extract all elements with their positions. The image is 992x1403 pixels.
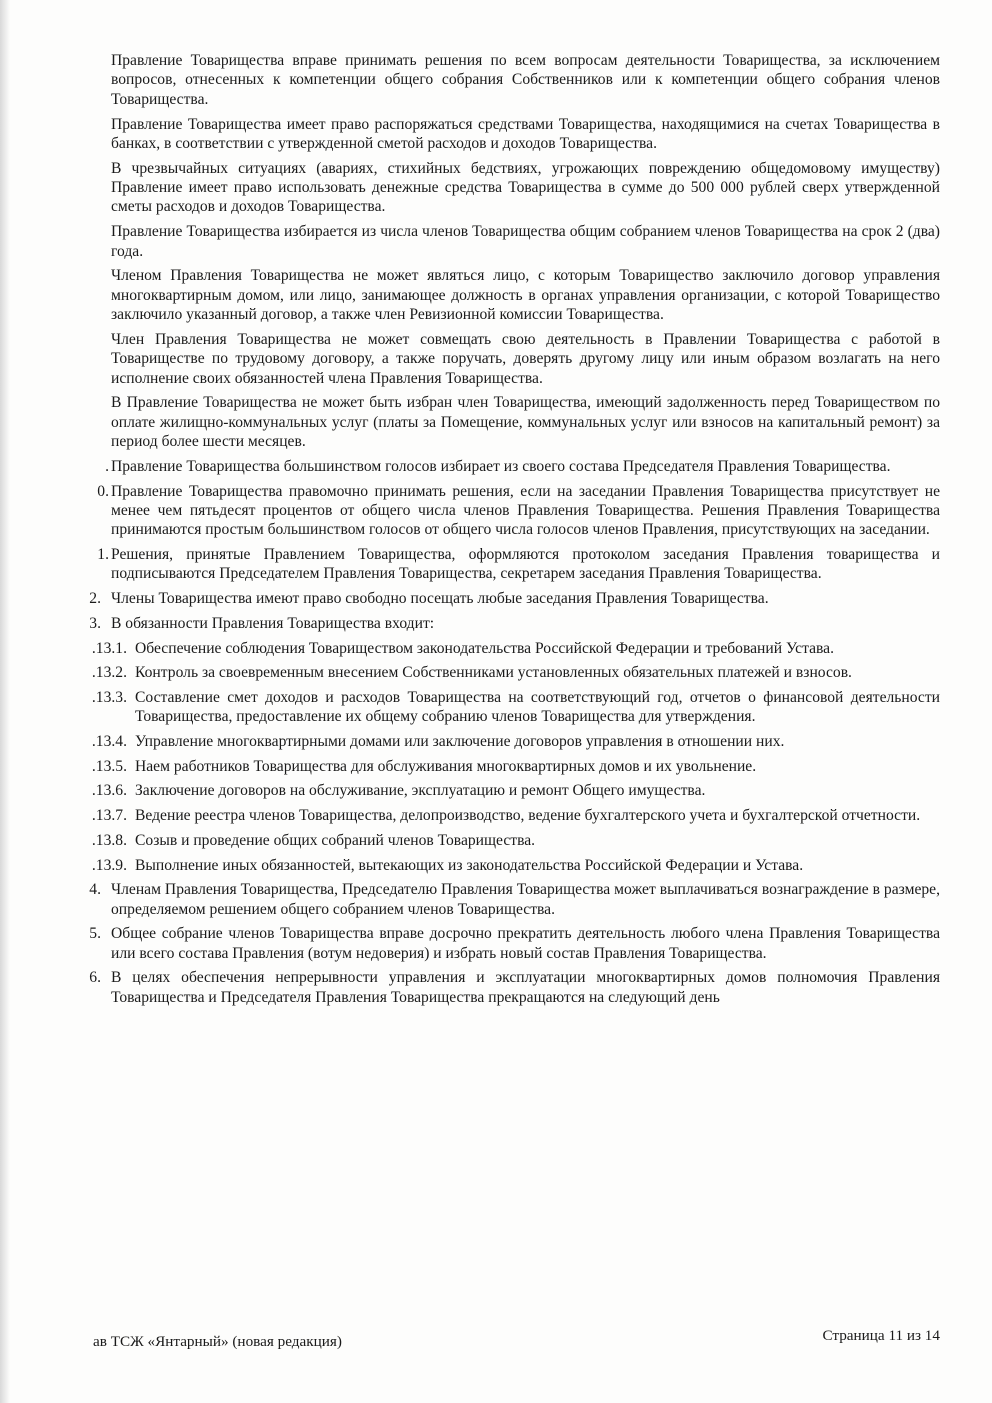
footer-page-number: Страница 11 из 14: [822, 1327, 940, 1344]
list-item: [60, 222, 940, 261]
sub-item-number: .13.9.: [91, 856, 127, 874]
sub-item-text: Выполнение иных обязанностей, вытекающих из законодательства Российской Федерации и Устава.: [135, 856, 804, 874]
item-number: [60, 159, 111, 217]
list-item: [60, 51, 940, 109]
item-text: Правление Товарищества избирается из числа членов Товарищества общим собранием членов Товарищества на срок 2 (два) года.: [111, 223, 940, 260]
sub-item-text: Управление многоквартирными домами или заключение договоров управления в отношении них.: [135, 733, 785, 751]
list-item: [60, 545, 940, 584]
item-text: Правление Товарищества имеет право распоряжаться средствами Товарищества, находящимися на счетах Товарищества в банках, в соответствии с утвержденной сметой расходов и доходов Товарищества.: [111, 115, 940, 152]
sub-item-text: Наем работников Товарищества для обслуживания многоквартирных домов и их увольнение.: [135, 757, 757, 775]
sub-item-number: .13.8.: [91, 831, 127, 849]
sub-item-text: Обеспечение соблюдения Товариществом законодательства Российской Федерации и требований Устава.: [135, 639, 834, 657]
sub-list-item: [60, 806, 940, 825]
footer-document-title: ав ТСЖ «Янтарный» (новая редакция): [93, 1333, 342, 1350]
list-item: [60, 924, 940, 963]
item-number: [60, 266, 111, 324]
sub-item-text: Составление смет доходов и расходов Товарищества на соответствующий год, отчетов о финансовой деятельности Товарищества, предоставление их общему собранию членов Товарищества для утверждения.: [135, 688, 940, 726]
list-item: [60, 159, 940, 217]
sub-item-number: .13.5.: [91, 757, 127, 775]
list-item: [60, 482, 940, 540]
sub-list-item: [60, 856, 940, 875]
list-item: [60, 968, 940, 1007]
sub-item-number: .13.6.: [91, 782, 127, 800]
item-text: Членам Правления Товарищества, Председателю Правления Товарищества может выплачиваться вознаграждение в размере, определяемом решением общего собранием членов Товарищества.: [111, 881, 940, 918]
item-number: 5.: [89, 925, 101, 943]
list-item: [60, 880, 940, 919]
list-item: [60, 393, 940, 451]
item-number: 4.: [89, 881, 101, 899]
item-number: [60, 222, 111, 261]
item-number: .: [105, 457, 109, 475]
item-text: Правление Товарищества вправе принимать решения по всем вопросам деятельности Товарищества, за исключением вопросов, отнесенных к компетенции общего собрания Собственников или к компетенции общего собрания членов Товарищества.: [111, 52, 940, 108]
item-text: В целях обеспечения непрерывности управления и эксплуатации многоквартирных домов полномочия Правления Товарищества и Председателя Правления Товарищества прекращаются на следующий день: [111, 969, 940, 1006]
sub-item-number: .13.3.: [91, 688, 127, 706]
sub-item-number: .13.1.: [91, 639, 127, 657]
item-number: [60, 115, 111, 154]
sub-list-item: [60, 663, 940, 682]
list-item: [60, 330, 940, 388]
sub-item-text: Заключение договоров на обслуживание, эксплуатацию и ремонт Общего имущества.: [135, 782, 706, 800]
item-number: [60, 330, 111, 388]
item-text: Членом Правления Товарищества не может являться лицо, с которым Товарищество заключило договор управления многоквартирным домом, или лицо, занимающее должность в органах управления организации, с которой Товарищество заключило указанный договор, а также член Ревизионной комиссии Товарищества.: [111, 267, 940, 324]
sub-list-item: [60, 757, 940, 776]
item-text: Члены Товарищества имеют право свободно посещать любые заседания Правления Товарищества.: [111, 590, 769, 608]
item-number: 3.: [89, 614, 101, 632]
item-number: 6.: [89, 969, 101, 987]
list-item: [60, 589, 940, 608]
sub-item-number: .13.2.: [91, 664, 127, 682]
item-text: Общее собрание членов Товарищества вправе досрочно прекратить деятельность любого члена Правления Товарищества или всего состава Правления (вотум недоверия) и избрать новый состав Правления Товарищества.: [111, 925, 940, 962]
sub-list-item: [60, 831, 940, 850]
item-text: В обязанности Правления Товарищества входит:: [111, 614, 435, 632]
item-text: Член Правления Товарищества не может совмещать свою деятельность в Правлении Товарищества с работой в Товариществе по трудовому договору, а также поручать, доверять другому лицу или иным образом возлагать на него исполнение своих обязанностей члена Правления Товарищества.: [111, 330, 940, 387]
item-number: 1.: [97, 546, 109, 564]
sub-list-item: [60, 639, 940, 658]
sub-item-text: Контроль за своевременным внесением Собственниками установленных обязательных платежей и взносов.: [135, 664, 852, 682]
item-text: Правление Товарищества большинством голосов избирает из своего состава Председателя Правления Товарищества.: [111, 457, 891, 475]
item-number: 0.: [97, 482, 109, 500]
item-number: [60, 51, 111, 109]
item-number: 2.: [89, 590, 101, 608]
item-text: В чрезвычайных ситуациях (авариях, стихийных бедствиях, угрожающих повреждению общедомовому имуществу) Правление имеет право использовать денежные средства Товарищества в сумме до 500 000 рублей сверх утвержденной сметы расходов и доходов Товарищества.: [111, 159, 940, 216]
list-item: [60, 614, 940, 633]
sub-list-item: [60, 781, 940, 800]
item-number: [60, 393, 111, 451]
document-body: [60, 51, 940, 1013]
sub-item-text: Созыв и проведение общих собраний членов Товарищества.: [135, 831, 536, 849]
sub-list-item: [60, 688, 940, 727]
scan-edge-shadow: [0, 0, 10, 1403]
list-item: [60, 457, 940, 476]
item-text: В Правление Товарищества не может быть избран член Товарищества, имеющий задолженность перед Товариществом по оплате жилищно-коммунальных услуг (платы за Помещение, коммунальных услуг или взносов на капитальный ремонт) за период более шести месяцев.: [111, 394, 940, 451]
sub-item-number: .13.4.: [91, 733, 127, 751]
item-text: Решения, принятые Правлением Товарищества, оформляются протоколом заседания Правления товарищества и подписываются Председателем Правления Товарищества, секретарем заседания Правления Товарищества.: [111, 546, 940, 583]
sub-item-number: .13.7.: [91, 807, 127, 825]
sub-list-item: [60, 732, 940, 751]
list-item: [60, 266, 940, 324]
list-item: [60, 115, 940, 154]
sub-item-text: Ведение реестра членов Товарищества, делопроизводство, ведение бухгалтерского учета и бухгалтерской отчетности.: [135, 807, 921, 825]
item-text: Правление Товарищества правомочно принимать решения, если на заседании Правления Товарищества присутствует не менее чем пятьдесят процентов от общего числа членов Правления Товарищества. Решения Правления Товарищества принимаются простым большинством голосов от общего числа голосов членов Правления, присутствующих на заседании.: [111, 482, 940, 539]
